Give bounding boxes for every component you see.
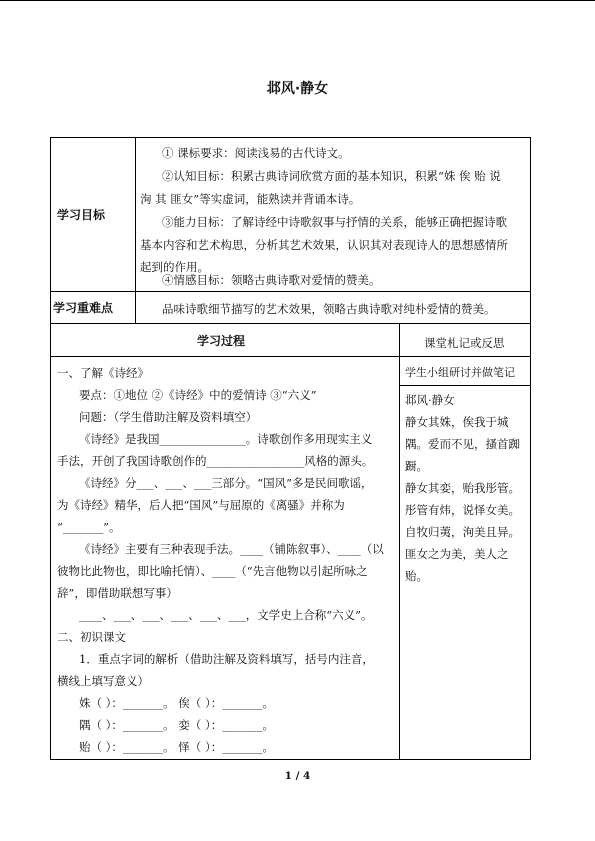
- process-line: 手法，开创了我国诗歌创作的_________________风格的源头。: [57, 454, 374, 468]
- notes-line: 静女其娈，贻我彤管。: [405, 481, 520, 495]
- notes-line: 隅。爱而不见，搔首踟: [405, 437, 520, 451]
- process-line: 贻（ ）：_______。 怿（ ）：_______。: [79, 740, 274, 754]
- objective-line: 洵 其 匪女”等实虚词，能熟读并背诵本诗。: [140, 192, 361, 206]
- key-points-label: 学习重难点: [53, 301, 114, 315]
- process-line: “_______”。: [57, 520, 121, 534]
- process-line: 一、了解《诗经》: [57, 366, 149, 380]
- notes-line: 蹰。: [405, 459, 428, 473]
- notes-header: 课堂札记或反思: [424, 336, 505, 350]
- process-line: 横线上填写意义）: [57, 674, 149, 688]
- notes-line: 贻。: [405, 569, 428, 583]
- objectives-label: 学习目标: [57, 208, 106, 222]
- col-divider: [399, 323, 400, 759]
- key-points-text: 品味诗歌细节描写的艺术效果，领略古典诗歌对纯朴爱情的赞美。: [162, 302, 496, 316]
- row-divider: [51, 323, 530, 324]
- process-line: 辞”，即借助联想写事）: [57, 586, 178, 600]
- process-line: 为《诗经》精华，后人把“国风”与屈原的《离骚》并称为: [57, 498, 345, 512]
- objective-line: ②认知目标：积累古典诗词欣赏方面的基本知识，积累“姝 俟 贻 说: [162, 169, 501, 183]
- objective-line: ① 课标要求：阅读浅易的古代诗文。: [162, 146, 350, 160]
- process-line: ____、___、___、___、___、___，文学史上合称“六义”。: [79, 608, 373, 622]
- process-line: 1．重点字词的解析（借助注解及资料填写，括号内注音，: [79, 652, 374, 666]
- objective-line: 基本内容和艺术构思，分析其艺术效果，认识其对表现诗人的思想感情所: [140, 238, 508, 252]
- process-line: 彼物比此物也，即比喻托情）、____（“先言他物以引起所咏之: [57, 564, 368, 578]
- col-divider: [135, 138, 136, 323]
- process-line: 姝（ ）：_______。 俟（ ）：_______。: [79, 696, 274, 710]
- notes-line: 自牧归荑，洵美且异。: [405, 525, 520, 539]
- top-rule: [0, 0, 595, 1]
- process-line: 要点：①地位 ②《诗经》中的爱情诗 ③“六义”: [79, 388, 317, 402]
- process-line: 问题：（学生借助注解及资料填空）: [79, 410, 258, 424]
- notes-line: 匪女之为美，美人之: [405, 547, 509, 561]
- process-line: 隅（ ）：_______。 娈（ ）：_______。: [79, 718, 274, 732]
- notes-line: 邶风·静女: [405, 393, 455, 407]
- row-divider: [51, 356, 530, 357]
- objective-line: ④情感目标：领略古典诗歌对爱情的赞美。: [162, 273, 381, 287]
- row-divider: [51, 291, 530, 292]
- process-line: 《诗经》分___、___、___三部分。“国风”多是民间歌谣，: [79, 476, 373, 490]
- process-line: 《诗经》主要有三种表现手法。____（铺陈叙事）、____（以: [79, 542, 384, 556]
- page-number: 1 / 4: [284, 770, 311, 782]
- row-divider: [399, 385, 530, 386]
- page-title: 邶风·静女: [266, 81, 329, 97]
- process-header: 学习过程: [197, 334, 246, 348]
- notes-subheader: 学生小组研讨并做笔记: [405, 366, 515, 379]
- notes-line: 静女其姝，俟我于城: [405, 415, 509, 429]
- process-line: 《诗经》是我国_______________。诗歌创作多用现实主义: [79, 432, 373, 446]
- process-line: 二、初识课文: [57, 630, 126, 644]
- notes-line: 彤管有炜，说怿女美。: [405, 503, 520, 517]
- objective-line: 起到的作用。: [140, 260, 209, 274]
- objective-line: ③能力目标：了解诗经中诗歌叙事与抒情的关系，能够正确把握诗歌: [162, 215, 507, 229]
